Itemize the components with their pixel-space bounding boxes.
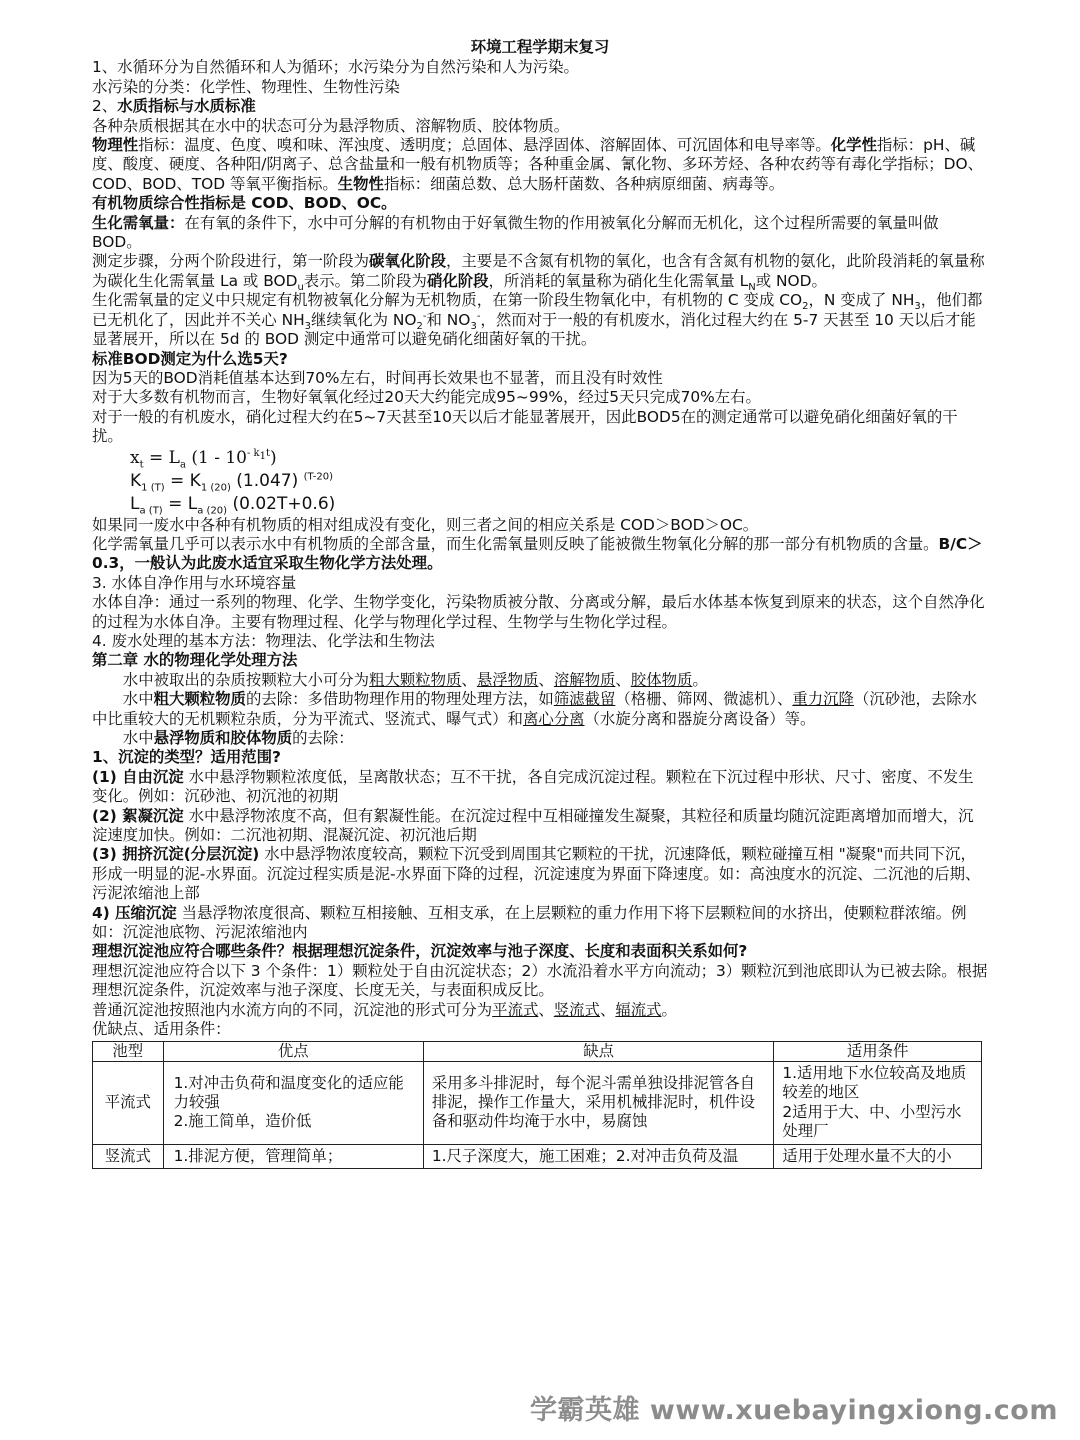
table-header: 池型 bbox=[93, 1041, 164, 1061]
paragraph-hindered-settling: (3) 拥挤沉淀(分层沉淀) 水中悬浮物浓度较高，颗粒下沉受到周围其它颗粒的干扰，沉速降低，颗粒碰撞互相 "凝聚"而共同下沉，形成一明显的泥-水界面。沉淀过程实质是泥-水界面下降的过程，沉淀速度为界面下降速度。如：高浊度水的沉淀、二沉池的后期、污泥浓缩池上部 bbox=[92, 845, 981, 903]
paragraph-impurities: 水中被取出的杂质按颗粒大小可分为粗大颗粒物质、悬浮物质、溶解物质、胶体物质。 bbox=[122, 670, 708, 689]
table-cell: 1.对冲击负荷和温度变化的适应能力较强 2.施工简单，造价低 bbox=[163, 1061, 423, 1144]
paragraph-compression-settling: 4) 压缩沉淀 当悬浮物浓度很高、颗粒互相接触、互相支承，在上层颗粒的重力作用下将下层颗粒间的水挤出，使颗粒群浓缩。例如：沉淀池底物、污泥浓缩池内 bbox=[92, 903, 967, 942]
paragraph-bod-definition: 生化需氧量：在有氧的条件下，水中可分解的有机物由于好氧微生物的作用被氧化分解而无机化，这个过程所需要的氧量叫做 BOD。 bbox=[92, 213, 939, 252]
paragraph-nitrification: 生化需氧量的定义中只规定有机物被氧化分解为无机物质，在第一阶段生物氧化中，有机物的 C 变成 $CO_2$，N 变成了 $NH_3$，他们都已无机化了，因此并不关心 $NH_3$继续氧化为 $NO_2^-$和 $NO_3^-$，然而对于一般的有机废水，消化过程大约在 5-7 天甚至 10 天以后才能显著展开，所以在 5d 的 BOD 测定中通常可以避免硝化细菌好氧的干扰。 bbox=[92, 291, 983, 349]
paragraph-indicators: 物理性指标：温度、色度、嗅和味、浑浊度、透明度；总固体、悬浮固体、溶解固体、可沉固体和电导率等。化学性指标：pH、碱度、酸度、硬度、各种阳/阴离子、总含盐量和一般有机物质等；各种重金属、氰化物、多环芳烃、各种农药等有毒化学指标；DO、COD、BOD、TOD 等氧平衡指标。生物性指标：细菌总数、总大肠杆菌数、各种病原细菌、病毒等。 bbox=[92, 136, 984, 193]
bold-heading: 理想沉淀池应符合哪些条件？根据理想沉淀条件，沉淀效率与池子深度、长度和表面积关系如何? bbox=[92, 942, 748, 961]
table-cell: 1.排泥方便，管理简单； bbox=[163, 1144, 423, 1168]
paragraph-tank-types: 普通沉淀池按照池内水流方向的不同，沉淀池的形式可分为平流式、竖流式、辐流式。 bbox=[92, 1000, 677, 1019]
formula-la-temperature: $L_{a (T)} = L_{a (20)}$ (0.02T+0.6) bbox=[130, 493, 336, 516]
table-header-row bbox=[93, 1041, 982, 1061]
table-cell: 平流式 bbox=[93, 1061, 164, 1144]
watermark: 学霸英雄 www.xuebayingxiong.com bbox=[529, 1395, 1058, 1426]
table-cell: 1.适用地下水位较高及地质较差的地区 2适用于大、中、小型污水处理厂 bbox=[774, 1061, 982, 1144]
section-heading bbox=[92, 97, 988, 116]
bold-heading: 1、沉淀的类型？适用范围? bbox=[92, 748, 281, 767]
table-header: 缺点 bbox=[423, 1041, 773, 1061]
paragraph-bod-steps: 测定步骤，分两个阶段进行，第一阶段为碳氧化阶段，主要是不含氮有机物的氧化，也含有含氮有机物的氨化，此阶段消耗的氧量称为碳化生化需氧量 La 或 $BOD_u$表示。第二阶段为硝化阶段，所消耗的氧量称为硝化生化需氧量 $L_N$或 NOD。 bbox=[92, 252, 985, 293]
bold-heading: 有机物质综合性指标是 COD、BOD、OC。 bbox=[92, 194, 397, 213]
table-header: 适用条件 bbox=[774, 1041, 982, 1061]
paragraph: 对于大多数有机物而言，生物好氧氧化经过20天大约能完成95~99%，经过5天只完成70%左右。 bbox=[92, 388, 761, 407]
formula-bod-curve: $x_t = L_a$ $(1 - 10^{- k_1t})$ bbox=[130, 447, 277, 470]
table-row bbox=[93, 1061, 982, 1144]
paragraph-suspended-removal: 水中悬浮物质和胶体物质的去除： bbox=[122, 729, 354, 747]
section-heading: 3. 水体自净作用与水环境容量 bbox=[92, 573, 297, 592]
document-page bbox=[92, 38, 988, 1169]
table-row bbox=[93, 1144, 982, 1168]
table-header: 优点 bbox=[163, 1041, 423, 1061]
formula-k-temperature: $K_{1 (T)} = K_{1 (20)}$ (1.047) $^{(T-20)}$ bbox=[130, 470, 333, 493]
table-cell: 采用多斗排泥时，每个泥斗需单独设排泥管各自排泥，操作工作量大，采用机械排泥时，机件设备和驱动件均淹于水中，易腐蚀 bbox=[423, 1061, 773, 1144]
paragraph-free-settling: (1) 自由沉淀 水中悬浮物颗粒浓度低，呈离散状态；互不干扰，各自完成沉淀过程。颗粒在下沉过程中形状、尺寸、密度、不发生变化。例如：沉砂池、初沉池的初期 bbox=[92, 767, 974, 806]
paragraph-flocculent-settling: (2) 絮凝沉淀 水中悬浮物浓度不高，但有絮凝性能。在沉淀过程中互相碰撞发生凝聚，其粒径和质量均随沉淀距离增加而增大，沉淀速度加快。例如：二沉池初期、混凝沉淀、初沉池后期 bbox=[92, 806, 974, 845]
table-cell: 竖流式 bbox=[93, 1144, 164, 1168]
paragraph: 理想沉淀池应符合以下 3 个条件：1）颗粒处于自由沉淀状态；2）水流沿着水平方向流动；3）颗粒沉到池底即认为已被去除。根据理想沉淀条件，沉淀效率与池子深度、长度无关，与表面积成反比。 bbox=[92, 961, 988, 1000]
paragraph: 水污染的分类：化学性、物理性、生物性污染 bbox=[92, 77, 400, 96]
section-heading: 4. 废水处理的基本方法：物理法、化学法和生物法 bbox=[92, 631, 435, 650]
section-number: 2、 bbox=[92, 97, 118, 116]
paragraph-bc-ratio: 化学需氧量几乎可以表示水中有机物质的全部含量，而生化需氧量则反映了能被微生物氧化分解的那一部分有机物质的含量。B/C＞0.3，一般认为此废水适宜采取生物化学方法处理。 bbox=[92, 534, 983, 573]
paragraph: 1、水循环分为自然循环和人为循环；水污染分为自然污染和人为污染。 bbox=[92, 58, 579, 77]
paragraph: 对于一般的有机废水，硝化过程大约在5~7天甚至10天以后才能显著展开，因此BOD5在的测定通常可以避免硝化细菌好氧的干扰。 bbox=[92, 407, 958, 446]
paragraph: 优缺点、适用条件： bbox=[92, 1020, 231, 1039]
table-cell: 1.尺子深度大，施工困难；2.对冲击负荷及温 bbox=[423, 1144, 773, 1168]
chapter-heading: 第二章 水的物理化学处理方法 bbox=[92, 651, 298, 670]
table-cell: 适用于处理水量不大的小 bbox=[774, 1144, 982, 1168]
tank-comparison-table bbox=[92, 1041, 982, 1169]
bold-heading: 标准BOD测定为什么选5天? bbox=[92, 349, 288, 368]
paragraph: 各种杂质根据其在水中的状态可分为悬浮物质、溶解物质、胶体物质。 bbox=[92, 116, 570, 135]
section-title: 水质指标与水质标准 bbox=[117, 97, 256, 116]
paragraph: 因为5天的BOD消耗值基本达到70%左右，时间再长效果也不显著，而且没有时效性 bbox=[92, 368, 663, 387]
paragraph-coarse-removal: 水中粗大颗粒物质的去除：多借助物理作用的物理处理方法，如筛滤截留（格栅、筛网、微滤机）、重力沉降（沉砂池，去除水中比重较大的无机颗粒杂质，分为平流式、竖流式、曝气式）和离心分离（水旋分离和器旋分离设备）等。 bbox=[92, 690, 978, 728]
page-title: 环境工程学期末复习 bbox=[470, 38, 610, 56]
paragraph: 水体自净：通过一系列的物理、化学、生物学变化，污染物质被分散、分离或分解，最后水体基本恢复到原来的状态，这个自然净化的过程为水体自净。主要有物理过程、化学与物理化学过程、生物学与生物化学过程。 bbox=[92, 593, 985, 631]
paragraph: 如果同一废水中各种有机物质的相对组成没有变化，则三者之间的相应关系是 COD＞BOD＞OC。 bbox=[92, 515, 759, 534]
